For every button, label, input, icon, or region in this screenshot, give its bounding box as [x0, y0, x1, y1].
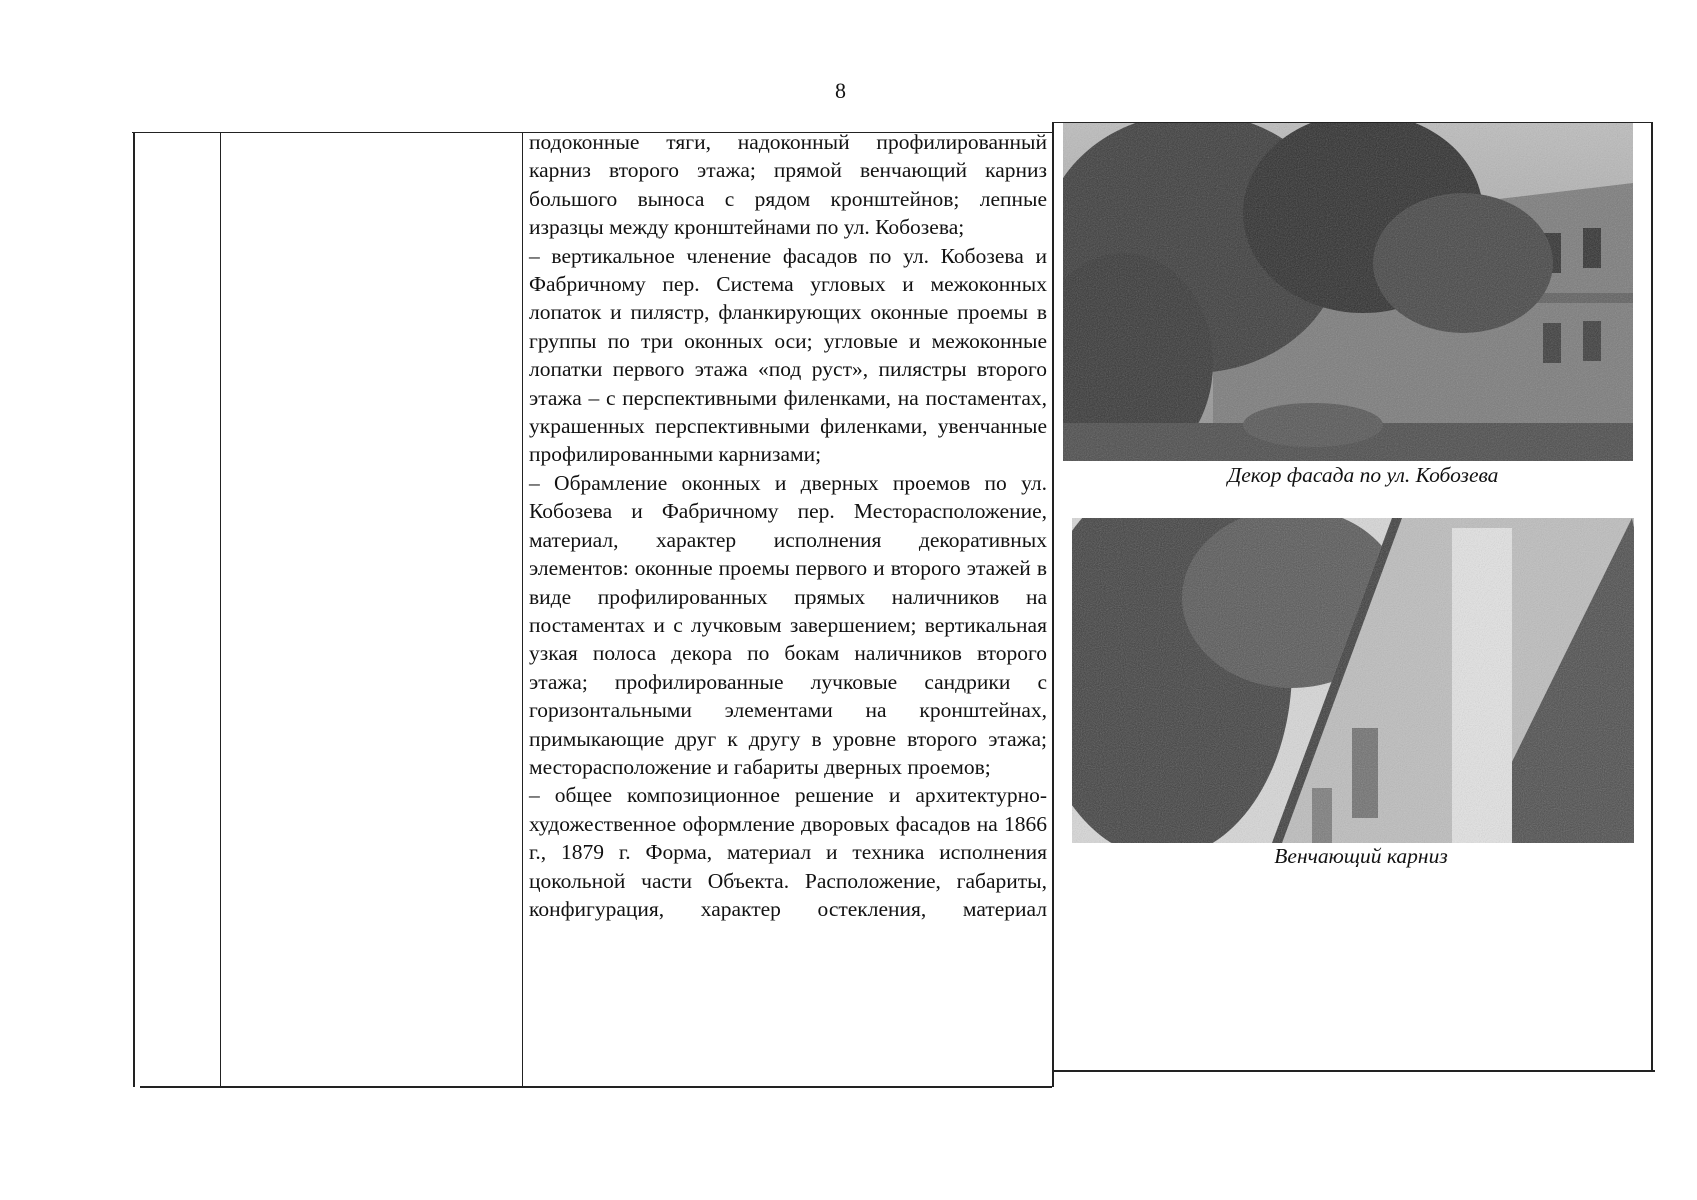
- description-text: [529, 128, 1047, 923]
- table-bottom-rule: [140, 1086, 1052, 1088]
- paragraph: подоконные тяги, надоконный профилированный карниз второго этажа; прямой венчающий карниз большого выноса с рядом кронштейнов; лепные изразцы между кронштейнами по ул. Кобозева;: [529, 130, 1047, 240]
- facade-photo-caption: Декор фасада по ул. Кобозева: [1227, 463, 1499, 487]
- cornice-photo-caption: Венчающий карниз: [1274, 844, 1448, 868]
- facade-photo: [1063, 123, 1633, 461]
- cornice-photo: [1072, 518, 1634, 843]
- page-number: 8: [835, 78, 846, 103]
- table-bottom-rule-right: [1052, 1070, 1655, 1072]
- paragraph: – Обрамление оконных и дверных проемов по ул. Кобозева и Фабричному пер. Месторасположение, материал, характер исполнения декоративных элементов: оконные проемы первого и второго этажей в виде профилированных прямых наличников на постаментах и с лучковым завершением; вертикальная узкая полоса декора по бокам наличников второго этажа; профилированные лучковые сандрики с горизонтальными элементами на кронштейнах, примыкающие друг к другу в уровне второго этажа; месторасположение и габариты дверных проемов;: [529, 470, 1047, 779]
- paragraph: – вертикальное членение фасадов по ул. Кобозева и Фабричному пер. Система угловых и межоконных лопаток и пилястр, фланкирующих оконные проемы в группы по три оконных оси; угловые и межоконные лопатки первого этажа «под руст», пилястры второго этажа – с перспективными филенками, на постаментах, украшенных перспективными филенками, увенчанные профилированными карнизами;: [529, 243, 1047, 467]
- col-divider-3: [522, 132, 523, 1087]
- col-divider-1: [133, 132, 135, 1087]
- col-divider-4: [1052, 122, 1054, 1087]
- paragraph: – общее композиционное решение и архитектурно-художественное оформление дворовых фасадов на 1866 г., 1879 г. Форма, материал и техника исполнения цокольной части Объекта. Расположение, габариты, конфигурация, характер остекления, материал: [529, 783, 1047, 921]
- col-divider-2: [220, 132, 221, 1087]
- col-divider-5: [1651, 122, 1653, 1072]
